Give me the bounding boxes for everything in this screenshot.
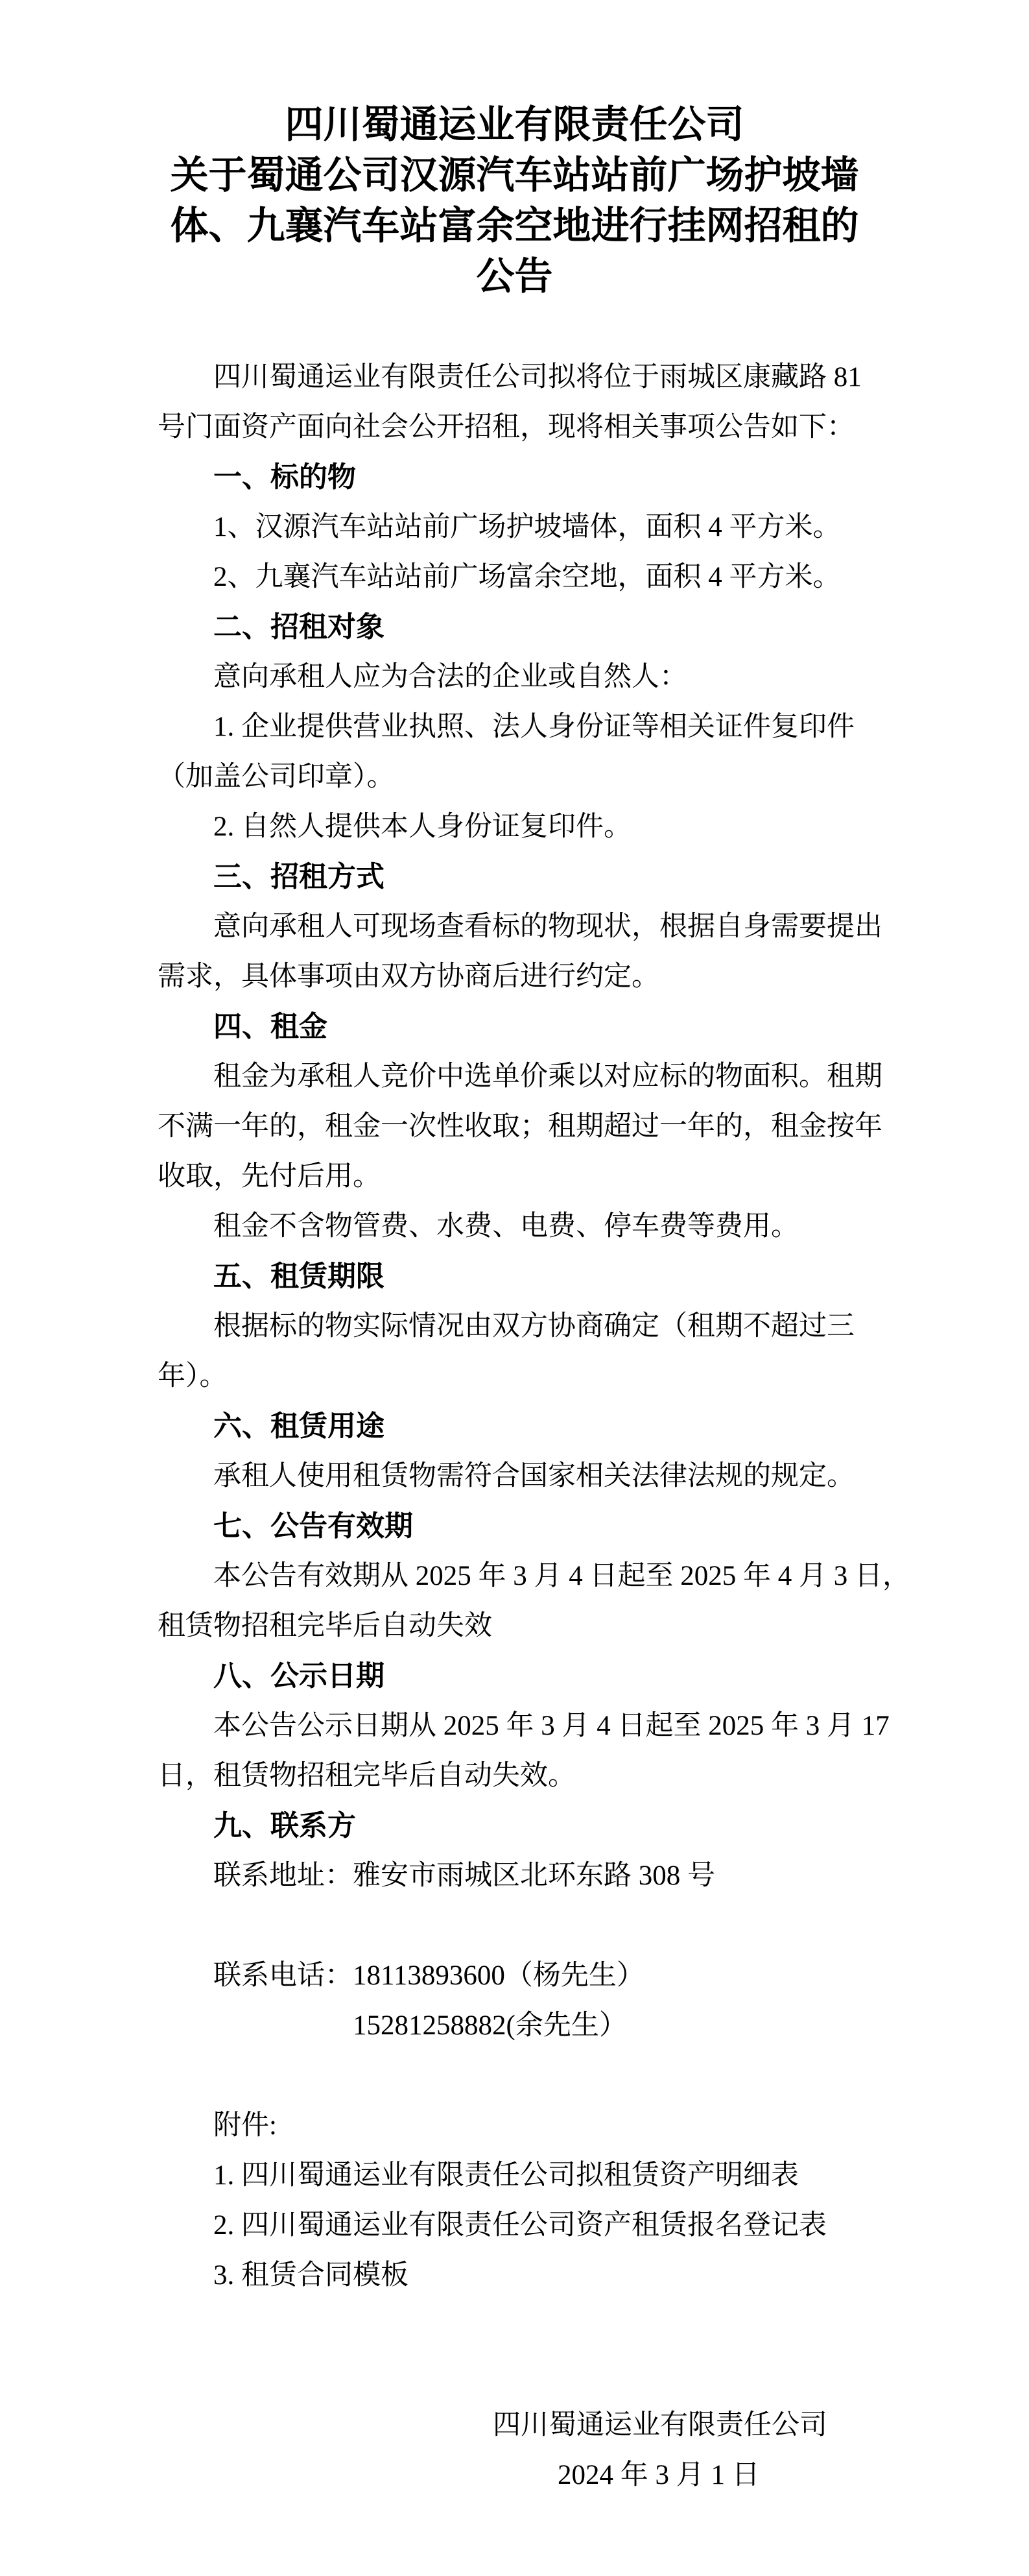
section-9-heading: 九、联系方 bbox=[213, 1810, 356, 1842]
attachment-item-2: 2. 四川蜀通运业有限责任公司资产租赁报名登记表 bbox=[213, 2210, 827, 2241]
section-8-paragraph-line-1: 本公告公示日期从 2025 年 3 月 4 日起至 2025 年 3 月 17 bbox=[213, 1711, 890, 1741]
document-title bbox=[0, 0, 1029, 302]
section-8-heading: 八、公示日期 bbox=[213, 1660, 384, 1692]
section-6-paragraph: 承租人使用租赁物需符合国家相关法律法规的规定。 bbox=[213, 1461, 855, 1491]
document-body bbox=[158, 352, 1029, 2500]
section-5-heading: 五、租赁期限 bbox=[213, 1260, 384, 1292]
contact-phone-line-2: 15281258882(余先生） bbox=[353, 2010, 627, 2041]
section-6-heading: 六、租赁用途 bbox=[213, 1410, 384, 1442]
attachment-item-1: 1. 四川蜀通运业有限责任公司拟租赁资产明细表 bbox=[213, 2160, 799, 2191]
section-7-paragraph-line-2: 租赁物招租完毕后自动失效 bbox=[158, 1611, 492, 1641]
section-7-heading: 七、公告有效期 bbox=[213, 1510, 413, 1542]
intro-line-2: 号门面资产面向社会公开招租，现将相关事项公告如下： bbox=[158, 412, 855, 442]
section-7-paragraph-line-1: 本公告有效期从 2025 年 3 月 4 日起至 2025 年 4 月 3 日， bbox=[213, 1561, 910, 1591]
section-2-item-1-line-1: 1. 企业提供营业执照、法人身份证等相关证件复印件 bbox=[213, 712, 855, 742]
signature-date: 2024 年 3 月 1 日 bbox=[558, 2460, 760, 2490]
section-4-paragraph-2: 租金不含物管费、水费、电费、停车费等费用。 bbox=[213, 1211, 799, 1242]
contact-address-line: 联系地址：雅安市雨城区北环东路 308 号 bbox=[213, 1860, 715, 1891]
spacer bbox=[158, 2350, 1029, 2400]
title-line-2: 关于蜀通公司汉源汽车站站前广场护坡墙 bbox=[170, 154, 859, 197]
title-line-company: 四川蜀通运业有限责任公司 bbox=[285, 103, 744, 146]
title-line-3: 体、九襄汽车站富余空地进行挂网招租的 bbox=[170, 204, 859, 247]
section-1-heading: 一、标的物 bbox=[213, 461, 356, 493]
section-3-paragraph-line-2: 需求，具体事项由双方协商后进行约定。 bbox=[158, 961, 659, 992]
section-5-paragraph-line-2: 年）。 bbox=[158, 1361, 228, 1391]
section-1-item-2: 2、九襄汽车站站前广场富余空地，面积 4 平方米。 bbox=[213, 562, 841, 592]
attachment-item-3: 3. 租赁合同模板 bbox=[213, 2260, 408, 2291]
section-8-paragraph-line-2: 日，租赁物招租完毕后自动失效。 bbox=[158, 1761, 576, 1791]
title-line-4: 公告 bbox=[476, 255, 553, 298]
section-4-heading: 四、租金 bbox=[213, 1011, 327, 1042]
section-3-paragraph-line-1: 意向承租人可现场查看标的物现状，根据自身需要提出 bbox=[213, 911, 882, 942]
section-1-item-1: 1、汉源汽车站站前广场护坡墙体，面积 4 平方米。 bbox=[213, 512, 841, 542]
section-4-paragraph-1-line-2: 不满一年的，租金一次性收取；租期超过一年的，租金按年 bbox=[158, 1111, 882, 1142]
spacer bbox=[158, 1901, 1029, 1951]
section-4-paragraph-1-line-1: 租金为承租人竞价中选单价乘以对应标的物面积。租期 bbox=[213, 1061, 882, 1092]
section-2-item-1-line-2: （加盖公司印章）。 bbox=[158, 762, 395, 792]
spacer bbox=[158, 2051, 1029, 2101]
attachments-label: 附件: bbox=[213, 2110, 277, 2141]
intro-line-1: 四川蜀通运业有限责任公司拟将位于雨城区康藏路 81 bbox=[213, 362, 862, 392]
contact-phone-line-1: 联系电话：18113893600（杨先生） bbox=[213, 1960, 645, 1991]
section-2-item-2: 2. 自然人提供本人身份证复印件。 bbox=[213, 812, 632, 842]
section-4-paragraph-1-line-3: 收取，先付后用。 bbox=[158, 1161, 381, 1192]
section-2-paragraph: 意向承租人应为合法的企业或自然人： bbox=[213, 662, 687, 692]
section-2-heading: 二、招租对象 bbox=[213, 611, 384, 643]
section-5-paragraph-line-1: 根据标的物实际情况由双方协商确定（租期不超过三 bbox=[213, 1311, 855, 1342]
section-3-heading: 三、招租方式 bbox=[213, 861, 384, 893]
signature-company: 四川蜀通运业有限责任公司 bbox=[493, 2410, 827, 2440]
spacer bbox=[158, 2300, 1029, 2350]
